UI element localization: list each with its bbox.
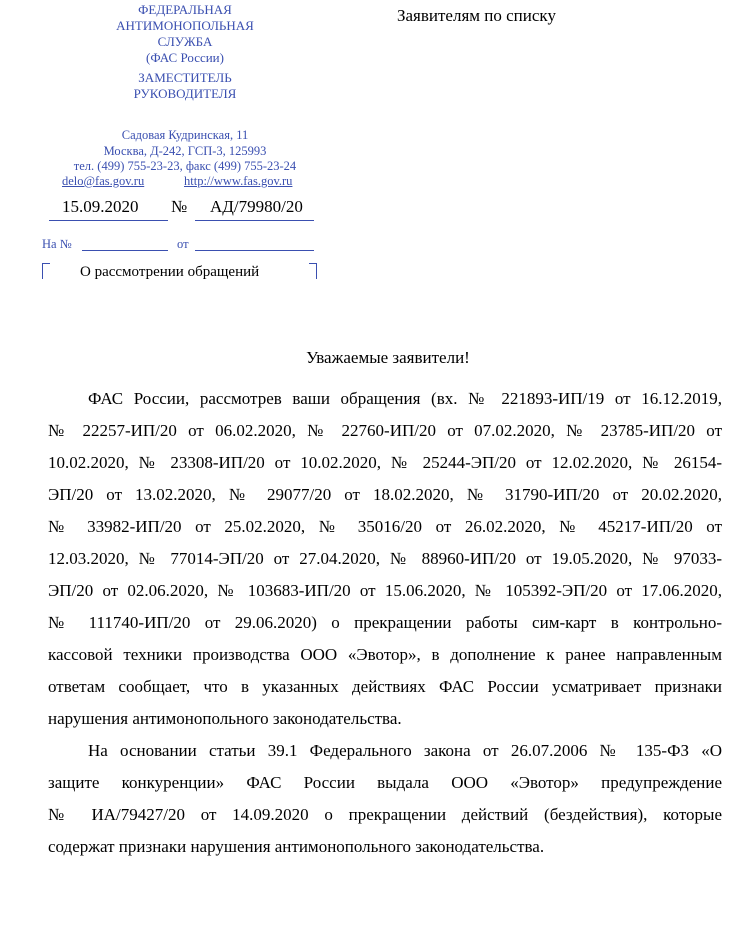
position-line: ЗАМЕСТИТЕЛЬ xyxy=(138,70,232,85)
text-line: кассовой техники производства ООО «Эвотор», в дополнение к ранее направленным xyxy=(48,645,722,664)
email-link[interactable]: delo@fas.gov.ru xyxy=(62,174,145,188)
number-underline xyxy=(195,220,314,221)
text-line: содержат признаки нарушения антимонопольного законодательства. xyxy=(48,837,545,856)
position-line: РУКОВОДИТЕЛЯ xyxy=(133,86,237,101)
number-sign: № xyxy=(171,197,188,216)
paragraph-2 xyxy=(48,735,722,863)
paragraph-1 xyxy=(48,383,722,735)
letter-number: АД/79980/20 xyxy=(210,197,303,216)
text-line: На основании статьи 39.1 Федерального закона от 26.07.2006 № 135-ФЗ «О xyxy=(88,741,722,760)
org-line: АНТИМОНОПОЛЬНАЯ xyxy=(116,18,254,33)
text-line: № ИА/79427/20 от 14.09.2020 о прекращении действий (бездействия), которые xyxy=(48,805,722,824)
text-line: ЭП/20 от 13.02.2020, № 29077/20 от 18.02.2020, № 31790-ИП/20 от 20.02.2020, xyxy=(48,485,722,504)
text-line: нарушения антимонопольного законодательства. xyxy=(48,709,402,728)
text-line: защите конкуренции» ФАС России выдала ООО «Эвотор» предупреждение xyxy=(48,773,722,792)
org-line: (ФАС России) xyxy=(146,50,224,65)
org-name xyxy=(60,2,310,66)
date-underline xyxy=(49,220,168,221)
ref-number-field xyxy=(82,250,168,251)
address-line: Москва, Д-242, ГСП-3, 125993 xyxy=(103,143,267,158)
letter-date: 15.09.2020 xyxy=(62,197,139,216)
org-line: ФЕДЕРАЛЬНАЯ xyxy=(138,2,232,17)
text-line: ответам сообщает, что в указанных действиях ФАС России усматривает признаки xyxy=(48,677,722,696)
address-line: Садовая Кудринская, 11 xyxy=(121,128,249,142)
text-line: № 111740-ИП/20 от 29.06.2020) о прекращении работы сим-карт в контрольно- xyxy=(48,613,722,632)
text-line: 12.03.2020, № 77014-ЭП/20 от 27.04.2020, № 88960-ИП/20 от 19.05.2020, № 97033- xyxy=(48,549,722,568)
subject-bracket-right xyxy=(309,263,317,279)
subject-bracket-left xyxy=(42,263,50,279)
subject: О рассмотрении обращений xyxy=(80,264,260,280)
org-line: СЛУЖБА xyxy=(157,34,213,49)
position-title xyxy=(60,70,310,102)
text-line: ФАС России, рассмотрев ваши обращения (вх. № 221893-ИП/19 от 16.12.2019, xyxy=(88,389,722,408)
website-link[interactable]: http://www.fas.gov.ru xyxy=(184,174,293,188)
address-block xyxy=(40,128,330,175)
text-line: № 22257-ИП/20 от 06.02.2020, № 22760-ИП/20 от 07.02.2020, № 23785-ИП/20 от xyxy=(48,421,722,440)
text-line: № 33982-ИП/20 от 25.02.2020, № 35016/20 от 26.02.2020, № 45217-ИП/20 от xyxy=(48,517,722,536)
text-line: ЭП/20 от 02.06.2020, № 103683-ИП/20 от 15.06.2020, № 105392-ЭП/20 от 17.06.2020, xyxy=(48,581,722,600)
from-label: от xyxy=(177,237,189,251)
ref-label: На № xyxy=(42,237,72,251)
greeting: Уважаемые заявители! xyxy=(306,348,470,367)
ref-date-field xyxy=(195,250,314,251)
address-line: тел. (499) 755-23-23, факс (499) 755-23-24 xyxy=(73,159,297,173)
addressee: Заявителям по списку xyxy=(397,6,556,25)
text-line: 10.02.2020, № 23308-ИП/20 от 10.02.2020, № 25244-ЭП/20 от 12.02.2020, № 26154- xyxy=(48,453,722,472)
